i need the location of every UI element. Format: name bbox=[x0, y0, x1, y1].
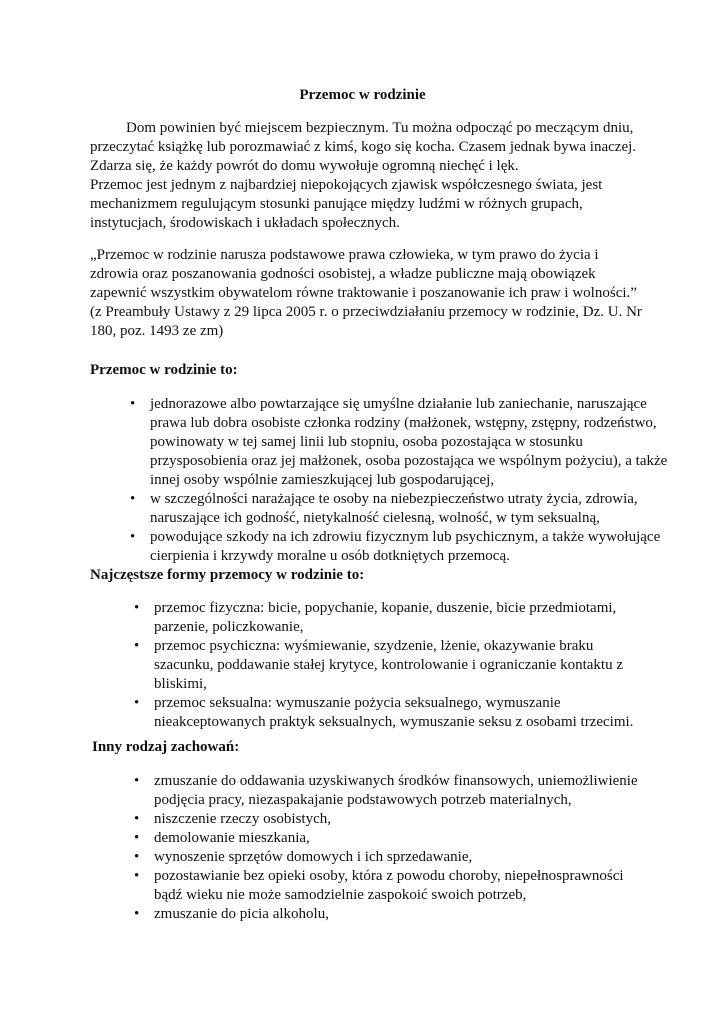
list-item: • demolowanie mieszkania, bbox=[134, 830, 310, 846]
section-heading-other: Inny rodzaj zachowań: bbox=[92, 739, 240, 755]
bullet-icon: • bbox=[134, 600, 140, 616]
bullet-icon: • bbox=[134, 811, 140, 827]
forms-list bbox=[134, 599, 634, 732]
list-item: • powodujące szkody na ich zdrowiu fizycznym lub psychicznym, a także wywołujące cierpienia i krzywdy moralne u osób dotkniętych przemocą. bbox=[130, 529, 661, 564]
bullet-icon: • bbox=[130, 396, 136, 412]
list-item: • wynoszenie sprzętów domowych i ich sprzedawanie, bbox=[134, 849, 473, 865]
section-heading-forms: Najczęstsze formy przemocy w rodzinie to: bbox=[90, 567, 365, 583]
list-item: • w szczególności narażające te osoby na niebezpieczeństwo utraty życia, zdrowia, naruszające ich godność, nietykalność cielesną, wolność, w tym seksualną, bbox=[130, 491, 638, 526]
list-item: • zmuszanie do picia alkoholu, bbox=[134, 906, 329, 922]
other-behaviours-list bbox=[134, 772, 644, 924]
bullet-icon: • bbox=[134, 638, 140, 654]
list-item: • przemoc psychiczna: wyśmiewanie, szydzenie, lżenie, okazywanie braku szacunku, poddawanie stałej krytyce, kontrolowanie i ograniczanie kontaktu z bliskimi, bbox=[134, 638, 623, 692]
bullet-icon: • bbox=[134, 849, 140, 865]
intro-paragraph-1: Dom powinien być miejscem bezpiecznym. Tu można odpocząć po meczącym dniu, przeczytać książkę lub porozmawiać z kimś, kogo się kocha. Czasem jednak bywa inaczej. Zdarza się, że każdy powrót do domu wywołuje ogromną niechęć i lęk. bbox=[90, 120, 637, 174]
law-quote-source: (z Preambuły Ustawy z 29 lipca 2005 r. o przeciwdziałaniu przemocy w rodzinie, Dz. U. Nr 180, poz. 1493 ze zm) bbox=[90, 304, 642, 339]
list-item: • jednorazowe albo powtarzające się umyślne działanie lub zaniechanie, naruszające prawa lub dobra osobiste członka rodziny (małżonek, wstępny, zstępny, rodzeństwo, powinowaty w tej samej linii lub stopniu, osoba pozostająca w stosunku przysposobienia oraz jej małżonek, osoba pozostająca we wspólnym pożyciu), a także innej osoby wspólnie zamieszkującej lub gospodarującej, bbox=[130, 396, 668, 488]
list-item: • przemoc seksualna: wymuszanie pożycia seksualnego, wymuszanie nieakceptowanych praktyk seksualnych, wymuszanie seksu z osobami trzecimi. bbox=[134, 695, 634, 730]
bullet-icon: • bbox=[134, 830, 140, 846]
definition-list bbox=[130, 395, 670, 566]
list-item: • przemoc fizyczna: bicie, popychanie, kopanie, duszenie, bicie przedmiotami, parzenie, policzkowanie, bbox=[134, 600, 617, 635]
bullet-icon: • bbox=[130, 529, 136, 545]
bullet-icon: • bbox=[134, 906, 140, 922]
bullet-icon: • bbox=[134, 773, 140, 789]
document-title: Przemoc w rodzinie bbox=[299, 87, 426, 103]
law-quote: „Przemoc w rodzinie narusza podstawowe prawa człowieka, w tym prawo do życia i zdrowia oraz poszanowania godności osobistej, a władze publiczne mają obowiązek zapewnić wszystkim obywatelom równe traktowanie i poszanowanie ich praw i wolności.” bbox=[90, 247, 637, 301]
bullet-icon: • bbox=[130, 491, 136, 507]
section-heading-definition: Przemoc w rodzinie to: bbox=[90, 362, 238, 378]
list-item: • niszczenie rzeczy osobistych, bbox=[134, 811, 332, 827]
bullet-icon: • bbox=[134, 695, 140, 711]
intro-paragraph-2: Przemoc jest jednym z najbardziej niepokojących zjawisk współczesnego świata, jest mechanizmem regulującym stosunki panujące między ludźmi w różnych grupach, instytucjach, środowiskach i układach społecznych. bbox=[90, 177, 603, 231]
list-item: • zmuszanie do oddawania uzyskiwanych środków finansowych, uniemożliwienie podjęcia pracy, niezaspakajanie podstawowych potrzeb materialnych, bbox=[134, 773, 638, 808]
list-item: • pozostawianie bez opieki osoby, która z powodu choroby, niepełnosprawności bądź wieku nie może samodzielnie zaspokoić swoich potrzeb, bbox=[134, 868, 624, 903]
bullet-icon: • bbox=[134, 868, 140, 884]
